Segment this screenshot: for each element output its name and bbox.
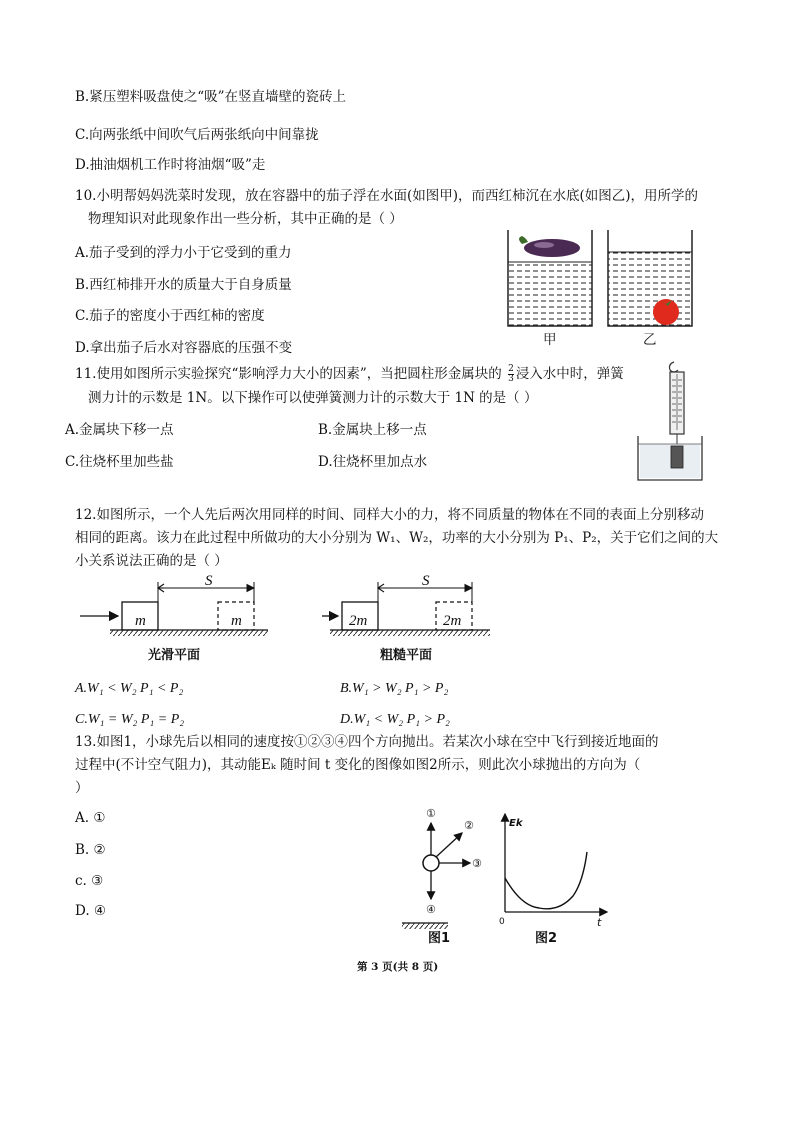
ek-curve — [505, 852, 587, 909]
origin-label: 0 — [499, 917, 505, 927]
q12-option-a: A.W₁ < W₂ P₁ < P₂ — [75, 681, 184, 696]
q12-option-d: D.W₁ < W₂ P₁ > P₂ — [340, 712, 450, 727]
direction-label-4: ④ — [426, 903, 436, 916]
label-jia: 甲 — [543, 332, 557, 348]
y-axis-label: Ek — [509, 818, 523, 829]
caption-rough-surface: 粗糙平面 — [380, 648, 433, 663]
mass-label-m-start: m — [135, 613, 146, 629]
tomato-icon — [653, 299, 679, 325]
q9-option-b: B.紧压塑料吸盘使之“吸”在竖直墙壁的瓷砖上 — [75, 89, 347, 105]
q13-option-a: A. ① — [75, 810, 106, 826]
container-yi — [608, 230, 692, 326]
direction-label-2: ② — [464, 819, 474, 832]
q12-stem-line1: 12.如图所示，一个人先后两次用同样的时间、同样大小的力，将不同质量的物体在不同的表面上分别移动 — [75, 507, 704, 523]
eggplant-icon — [519, 236, 580, 257]
q13-option-d: D. ④ — [75, 903, 107, 919]
q12-stem-line3: 小关系说法正确的是（ ） — [75, 553, 228, 569]
ball-icon — [423, 855, 439, 871]
distance-label-s-right: S — [422, 573, 430, 589]
rough-surface-diagram — [322, 582, 490, 636]
q13-figure1 — [398, 805, 498, 935]
q13-option-b: B. ② — [75, 842, 106, 858]
page-footer: 第 3 页(共 8 页) — [357, 961, 439, 973]
q10-stem-line1: 10.小明帮妈妈洗菜时发现，放在容器中的茄子浮在水面(如图甲)，而西红柿沉在水底(如图乙)，用所学的 — [75, 188, 699, 204]
q10-option-b: B.西红柿排开水的质量大于自身质量 — [75, 277, 292, 293]
q13-stem-line1: 13.如图1，小球先后以相同的速度按①②③④四个方向抛出。若某次小球在空中飞行到接近地面的 — [75, 734, 659, 750]
mass-label-2m-start: 2m — [349, 613, 368, 629]
mass-label-2m-end: 2m — [443, 613, 462, 629]
q10-option-c: C.茄子的密度小于西红柿的密度 — [75, 308, 265, 324]
direction-label-1: ① — [426, 807, 436, 820]
q13-option-c: c. ③ — [75, 873, 104, 889]
q12-stem-line2: 相同的距离。该力在此过程中所做功的大小分别为 W₁、W₂，功率的大小分别为 P₁、P₂，关于它们之间的大 — [75, 530, 719, 546]
q11-option-b: B.金属块上移一点 — [318, 422, 427, 438]
x-axis-label: t — [597, 916, 602, 928]
caption-fig1: 图1 — [428, 931, 451, 946]
q11-stem-line2: 测力计的示数是 1N。以下操作可以使弹簧测力计的示数大于 1N 的是（ ） — [88, 390, 538, 406]
distance-label-s-left: S — [205, 573, 213, 589]
q13-figure2-graph — [495, 808, 615, 928]
q13-stem-line3: ） — [75, 780, 89, 796]
q11-option-a: A.金属块下移一点 — [65, 422, 174, 438]
fraction-two-thirds — [508, 365, 514, 384]
q11-option-d: D.往烧杯里加点水 — [318, 454, 428, 470]
fraction-numerator: 2 — [508, 364, 514, 374]
metal-block-icon — [671, 446, 683, 468]
caption-smooth-surface: 光滑平面 — [148, 648, 201, 663]
q10-figure — [500, 226, 700, 356]
q11-stem-part1: 11.使用如图所示实验探究“影响浮力大小的因素”，当把圆柱形金属块的 — [75, 366, 502, 382]
q11-figure — [630, 358, 710, 483]
q12-option-c: C.W₁ = W₂ P₁ = P₂ — [75, 712, 185, 727]
caption-fig2: 图2 — [535, 931, 558, 946]
q12-option-b: B.W₁ > W₂ P₁ > P₂ — [340, 681, 449, 696]
q10-stem-line2: 物理知识对此现象作出一些分析，其中正确的是（ ） — [88, 211, 403, 227]
q9-option-d: D.抽油烟机工作时将油烟“吸”走 — [75, 157, 266, 173]
q10-option-a: A.茄子受到的浮力小于它受到的重力 — [75, 245, 292, 261]
ball-directions-diagram — [402, 823, 470, 929]
label-yi: 乙 — [643, 332, 657, 348]
q12-figure — [80, 568, 500, 648]
q9-option-c: C.向两张纸中间吹气后两张纸向中间靠拢 — [75, 127, 319, 143]
beaker-icon — [638, 436, 702, 480]
q10-option-d: D.拿出茄子后水对容器底的压强不变 — [75, 340, 293, 356]
q11-stem-part2: 浸入水中时，弹簧 — [515, 366, 624, 382]
fraction-denominator: 3 — [508, 374, 514, 384]
q11-stem-line1 — [75, 365, 624, 384]
spring-scale-icon — [670, 362, 685, 446]
q11-option-c: C.往烧杯里加些盐 — [65, 454, 174, 470]
mass-label-m-end: m — [231, 613, 242, 629]
direction-label-3: ③ — [472, 857, 482, 870]
q13-stem-line2: 过程中(不计空气阻力)，其动能Eₖ 随时间 t 变化的图像如图2所示，则此次小球抛出的方向为（ — [75, 757, 641, 773]
